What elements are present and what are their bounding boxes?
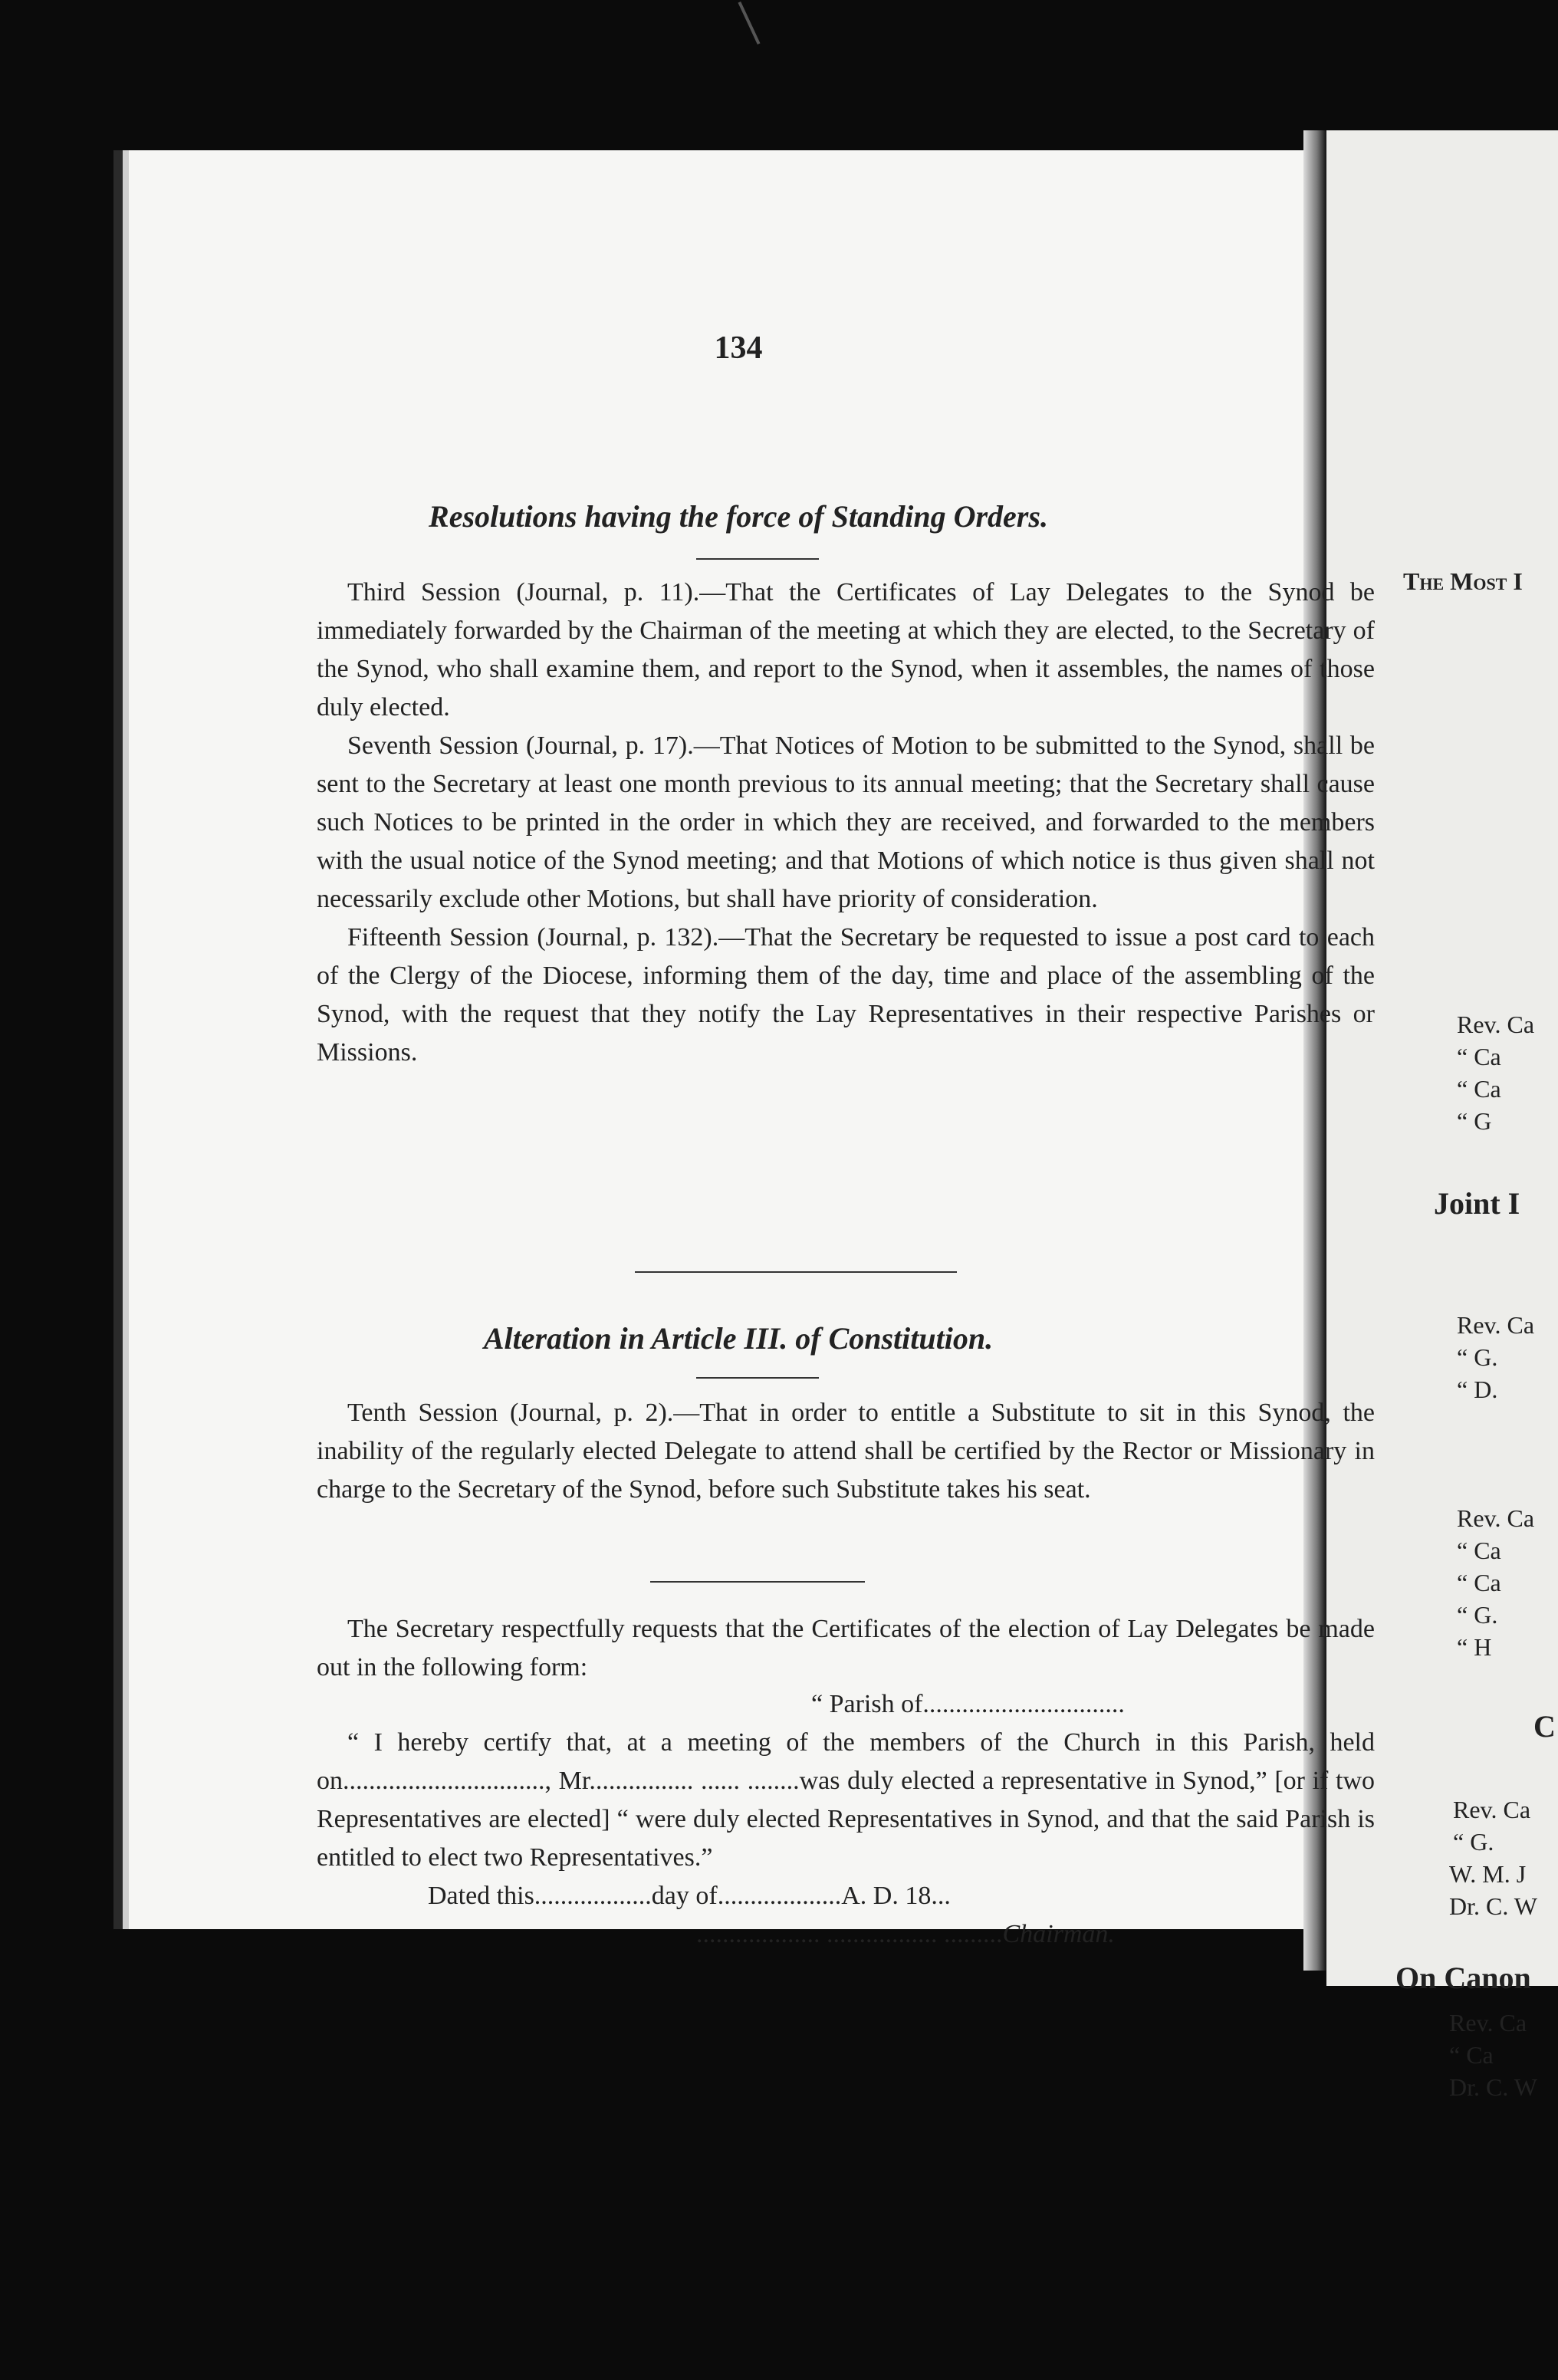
scan-mark — [738, 2, 761, 44]
signature-line — [696, 1915, 1115, 1954]
right-line: Rev. Ca — [1457, 1311, 1535, 1339]
right-line: Rev. Ca — [1453, 1796, 1531, 1823]
right-line: “ G. — [1457, 1343, 1498, 1371]
right-line: Rev. Ca — [1457, 1011, 1535, 1038]
heading-rule — [696, 1377, 819, 1379]
section-heading-alteration: Alteration in Article III. of Constitution. — [483, 1321, 994, 1356]
right-line: Dr. C. W — [1449, 1892, 1537, 1920]
alteration-body — [317, 1394, 1375, 1509]
right-line: “ H — [1457, 1633, 1492, 1661]
right-line: Rev. Ca — [1449, 2009, 1527, 2036]
standing-orders-body — [317, 574, 1375, 1072]
right-line: “ G. — [1457, 1601, 1498, 1629]
secretary-request: The Secretary respectfully requests that the Certificates of the election of Lay Delegates be made out in the following form: — [317, 1615, 1375, 1681]
signature-dots: ................... ................. ......... — [696, 1920, 1003, 1948]
paragraph-tenth-session: Tenth Session (Journal, p. 2).—That in order to entitle a Substitute to sit in this Synod, the inability of the regularly elected Delegate to attend shall be certified by the Rector or Missionary in charge to the Secretary of the Synod, before such Substitute takes his seat. — [317, 1399, 1375, 1504]
section-heading-standing-orders: Resolutions having the force of Standing Orders. — [429, 499, 1048, 534]
right-heading: The Most I — [1403, 567, 1523, 595]
right-heading-canon: On Canon — [1395, 1961, 1531, 1995]
right-line: “ G — [1457, 1107, 1492, 1135]
right-line: Dr. C. W — [1449, 2073, 1537, 2101]
paragraph-fifteenth-session: Fifteenth Session (Journal, p. 132).—That the Secretary be requested to issue a post card to each of the Clergy of the Diocese, informing them of the day, time and place of the assembling of the Synod, with the request that they notify the Lay Representatives in their respective Parishes or Missions. — [317, 923, 1375, 1067]
right-line: “ D. — [1457, 1376, 1498, 1403]
right-line: Rev. Ca — [1457, 1504, 1535, 1532]
certificate-form — [317, 1724, 1375, 1877]
certificate-section — [317, 1610, 1375, 1687]
right-line: “ Ca — [1457, 1043, 1501, 1070]
right-line: “ Ca — [1449, 2041, 1494, 2069]
dated-line: Dated this..................day of...................A. D. 18... — [428, 1882, 951, 1910]
heading-rule — [696, 558, 819, 560]
right-line: “ Ca — [1457, 1537, 1501, 1564]
chairman-label: Chairman. — [1002, 1920, 1115, 1948]
right-heading-joint: Joint I — [1434, 1186, 1520, 1221]
parish-line: “ Parish of............................... — [811, 1690, 1125, 1718]
right-line: W. M. J — [1449, 1860, 1527, 1888]
paragraph-seventh-session: Seventh Session (Journal, p. 17).—That Notices of Motion to be submitted to the Synod, shall be sent to the Secretary at least one month previous to its annual meeting; that the Secretary shall cause such Notices to be printed in the order in which they are received, and forwarded to the members with the usual notice of the Synod meeting; and that Motions of which notice is thus given shall not necessarily exclude other Motions, but shall have priority of consideration. — [317, 731, 1375, 913]
section-divider — [650, 1581, 865, 1583]
paragraph-third-session: Third Session (Journal, p. 11).—That the Certificates of Lay Delegates to the Synod be immediately forwarded by the Chairman of the meeting at which they are elected, to the Secretary of the Synod, who shall examine them, and report to the Synod, when it assembles, the names of those duly elected. — [317, 578, 1375, 722]
page-number: 134 — [714, 330, 763, 366]
section-divider — [635, 1271, 957, 1273]
right-line: “ Ca — [1457, 1569, 1501, 1596]
certificate-text: “ I hereby certify that, at a meeting of the members of the Church in this Parish, held on..............................., Mr................ ...... ........was duly elected a representative in Synod,” [or if two Representatives are elected] “ were duly elected Representatives in Synod, and that the said Parish is entitled to elect two Representatives.” — [317, 1728, 1375, 1872]
right-heading-c: C — [1533, 1709, 1556, 1744]
right-line: “ G. — [1453, 1828, 1494, 1856]
right-line: “ Ca — [1457, 1075, 1501, 1103]
